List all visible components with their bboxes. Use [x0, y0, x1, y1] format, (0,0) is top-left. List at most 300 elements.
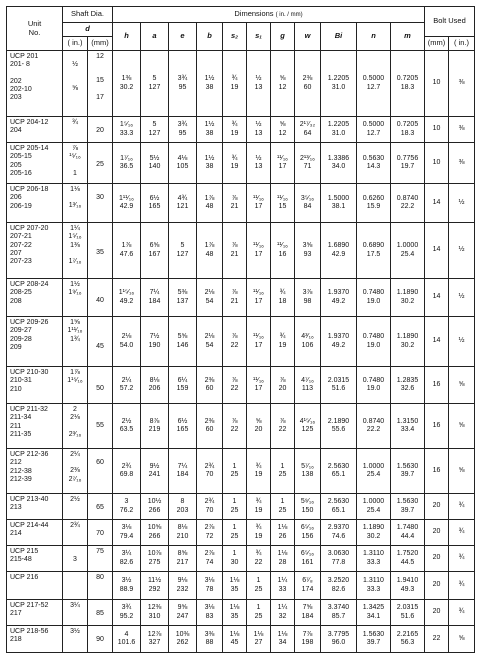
dim-n-cell	[357, 449, 391, 494]
ucp-dimension-table	[6, 6, 475, 653]
table-row	[7, 51, 475, 117]
dim-a-cell	[141, 600, 169, 626]
table-row	[7, 143, 475, 184]
dim-value: 56.3	[400, 639, 415, 646]
dim-a-cell	[141, 117, 169, 143]
no-header: No.	[28, 27, 41, 37]
dim-w-cell	[295, 520, 321, 546]
dim-value: 25	[278, 506, 287, 514]
dim-value: 1⅞	[204, 194, 215, 202]
bolt-mm-cell: 10	[425, 117, 449, 143]
bolt-mm-cell: 20	[425, 494, 449, 520]
dim-value: 1¹⁵⁄₁₆	[118, 289, 135, 297]
dim-value: 10⅜	[175, 630, 190, 638]
dim-value: 1	[232, 498, 237, 506]
dim-value: 17	[278, 163, 287, 170]
dim-value: 1.7520	[396, 550, 419, 558]
dim-value: 266	[148, 532, 161, 540]
dim-value: ⅝	[279, 121, 286, 129]
dim-e-cell	[169, 51, 197, 117]
dim-b-cell	[197, 572, 223, 600]
dim-value: 22.2	[400, 203, 415, 210]
dim-bi-cell	[321, 600, 357, 626]
dim-value: ¹¹⁄₁₆	[276, 194, 289, 202]
dim-value: 1½	[204, 75, 215, 83]
shaft-in-cell-line: 2⁷⁄₁₆	[68, 475, 82, 483]
dim-a-cell	[141, 546, 169, 572]
dim-value: 12	[278, 83, 287, 91]
shaft-in-cell-line: ⅝	[72, 85, 78, 93]
dim-value: 184	[148, 297, 161, 305]
shaft-in-cell-line: 3	[73, 556, 77, 563]
dim-value: ⅞	[231, 289, 238, 297]
shaft-mm-cell-line	[88, 169, 112, 177]
dim-w-cell	[295, 51, 321, 117]
bolt-mm-cell: 16	[425, 404, 449, 449]
dim-value: ¾	[231, 154, 238, 162]
dim-value: 3	[124, 498, 129, 506]
dim-s1-cell	[247, 572, 271, 600]
unit-cell-line: UCP 212-36	[10, 451, 49, 458]
dim-value: 15.9	[366, 203, 381, 210]
dim-value: 33	[278, 585, 287, 593]
dim-bi-cell	[321, 572, 357, 600]
table-row	[7, 367, 475, 404]
shaft-in-cell	[63, 546, 88, 572]
shaft-mm-cell-line	[88, 186, 112, 194]
dim-h-cell	[113, 600, 141, 626]
dim-value: 1⅛	[277, 550, 288, 558]
dim-value: 1½	[204, 121, 215, 129]
dim-value: 138	[301, 471, 314, 478]
unit-cell-line: UCP 217-52	[10, 602, 49, 609]
dim-h-cell	[113, 279, 141, 317]
unit-cell-line: 204	[10, 127, 22, 135]
dim-value: ⅞	[231, 242, 238, 250]
shaft-mm-cell-line	[88, 202, 112, 210]
dim-b-cell	[197, 404, 223, 449]
dim-h-cell	[113, 317, 141, 367]
unit-cell-line: 209-28	[10, 335, 32, 343]
bolt-mm-cell: 10	[425, 143, 449, 184]
dim-n-cell	[357, 546, 391, 572]
dim-value: ½	[255, 154, 262, 162]
dim-s2-cell	[223, 572, 247, 600]
dim-m-cell	[391, 117, 425, 143]
dim-value: 38.1	[331, 203, 346, 210]
dim-value: 95.2	[119, 612, 134, 620]
unit-cell-line: 208-25	[10, 289, 32, 297]
bolt-in-cell: ⅝	[449, 404, 475, 449]
table-row	[7, 572, 475, 600]
dim-value: 1	[232, 524, 237, 532]
shaft-in-cell-line: 2¾	[70, 522, 80, 529]
dim-a-cell	[141, 317, 169, 367]
dim-w-cell	[295, 317, 321, 367]
dim-value: 4⁷⁄₁₆	[301, 376, 314, 384]
dim-g-cell	[271, 600, 295, 626]
shaft-in-cell-line: 1¹⁵⁄₁₆	[67, 377, 83, 385]
dim-value: 12⅜	[147, 604, 162, 612]
dim-n-cell	[357, 626, 391, 653]
dim-m-cell	[391, 626, 425, 653]
dim-value: 95	[178, 129, 187, 137]
dim-h-cell	[113, 626, 141, 653]
shaft-mm-cell	[88, 600, 113, 626]
dim-m-cell	[391, 51, 425, 117]
dim-value: ¾	[255, 550, 262, 558]
dim-a-cell	[141, 494, 169, 520]
shaft-mm-cell	[88, 520, 113, 546]
dim-g-cell	[271, 367, 295, 404]
dim-value: 1.0000	[362, 462, 385, 470]
dim-value: 2¾	[204, 498, 215, 506]
dim-bi-cell	[321, 279, 357, 317]
dim-value: 6⅝	[149, 242, 160, 250]
dim-s1-cell	[247, 184, 271, 223]
dim-e-cell	[169, 279, 197, 317]
bolt-in-cell: ⅜	[449, 51, 475, 117]
dim-value: 2.0315	[396, 604, 419, 612]
bolt-in-cell: ¾	[449, 546, 475, 572]
table-row	[7, 520, 475, 546]
dim-value: 93	[303, 250, 312, 258]
dim-value: 9⅝	[177, 604, 188, 612]
dim-value: 1.5630	[362, 630, 385, 638]
shaft-in-cell-line	[63, 386, 87, 394]
dim-s1-cell	[247, 317, 271, 367]
dim-value: 137	[176, 297, 189, 305]
dim-e-cell	[169, 600, 197, 626]
dim-s2-cell	[223, 626, 247, 653]
dim-value: 64	[303, 129, 312, 137]
shaft-mm-cell-line: 17	[96, 93, 104, 101]
dim-value: 13	[254, 83, 263, 91]
dim-value: ¹¹⁄₁₆	[252, 333, 265, 341]
dim-value: 184	[301, 612, 314, 620]
h-header: h	[113, 23, 141, 51]
table-row	[7, 449, 475, 494]
dim-value: 19.0	[366, 297, 381, 305]
unit-cell-line: 203	[10, 94, 22, 101]
dim-e-cell	[169, 143, 197, 184]
dim-value: 17	[254, 250, 263, 258]
dim-value: 70	[205, 506, 214, 514]
dim-value: ⅞	[231, 194, 238, 202]
dim-value: 19.0	[366, 341, 381, 349]
dim-value: 327	[148, 639, 161, 646]
shaft-mm-header: (mm)	[88, 37, 113, 51]
dim-s2-cell	[223, 449, 247, 494]
dim-a-cell	[141, 520, 169, 546]
dim-value: 25	[278, 471, 287, 478]
unit-cell	[7, 279, 63, 317]
dim-value: 85.7	[331, 612, 346, 620]
dim-value: 6¼	[177, 376, 188, 384]
dim-value: 32	[278, 612, 287, 620]
unit-cell-line: 212-39	[10, 475, 32, 483]
dim-b-cell	[197, 117, 223, 143]
dimensions-label: Dimensions	[234, 8, 274, 18]
dim-value: 36.5	[119, 163, 134, 170]
unit-cell-line: 211-34	[10, 414, 32, 422]
dim-value: 150	[301, 506, 314, 514]
shaft-mm-cell-line	[88, 556, 112, 564]
dim-value: 21	[230, 203, 239, 210]
bolt-in-cell: ⅝	[449, 449, 475, 494]
dim-bi-cell	[321, 449, 357, 494]
unit-cell-line: 218	[10, 636, 22, 644]
shaft-mm-cell-line	[88, 69, 112, 77]
shaft-in-cell-line: 1⁹⁄₁₆	[68, 289, 82, 297]
shaft-in-cell	[63, 449, 88, 494]
dim-n-cell	[357, 184, 391, 223]
dim-value: 60	[303, 83, 312, 91]
dim-value: 156	[301, 532, 314, 540]
dim-value: 30.2	[400, 341, 415, 349]
dim-value: 140	[148, 163, 161, 170]
dim-value: 19.7	[400, 163, 415, 170]
dim-value: 161	[301, 558, 314, 566]
dim-bi-cell	[321, 494, 357, 520]
unit-cell-line: UCP 215	[10, 548, 39, 555]
shaft-in-cell	[63, 279, 88, 317]
dim-value: ¾	[255, 462, 262, 470]
dim-h-cell	[113, 367, 141, 404]
dim-m-cell	[391, 367, 425, 404]
dim-a-cell	[141, 279, 169, 317]
bolt-in-cell: ½	[449, 317, 475, 367]
dim-e-cell	[169, 546, 197, 572]
dim-value: 22	[230, 385, 239, 392]
dim-value: 1.6890	[327, 242, 350, 250]
dim-value: 165	[176, 426, 189, 433]
shaft-in-cell	[63, 626, 88, 653]
dim-s1-cell	[247, 449, 271, 494]
table-row	[7, 184, 475, 223]
shaft-in-cell-line: 2¼	[70, 451, 80, 458]
unit-cell-line: 209-27	[10, 327, 32, 335]
dim-value: 0.7480	[362, 289, 385, 297]
dim-value: 0.7205	[396, 75, 419, 83]
dim-value: 5	[152, 121, 157, 129]
shaft-in-cell-line: 3¼	[70, 602, 80, 609]
dim-value: 76.2	[119, 506, 134, 514]
bolt-in-cell: ½	[449, 184, 475, 223]
dim-b-cell	[197, 223, 223, 279]
dim-value: 30.2	[366, 532, 381, 540]
dim-value: 1.2205	[327, 121, 350, 129]
dim-h-cell	[113, 449, 141, 494]
dim-value: 3¾	[177, 75, 188, 83]
dim-value: 3.7795	[327, 630, 350, 638]
dim-value: 12	[278, 129, 287, 137]
shaft-mm-cell-line	[88, 406, 112, 414]
shaft-mm-cell-line: 90	[96, 636, 104, 643]
dim-value: 1⅜	[121, 75, 132, 83]
dim-value: 1.2835	[396, 376, 419, 384]
shaft-mm-cell-line	[88, 61, 112, 69]
dim-value: 5	[152, 75, 157, 83]
dim-value: 1.3386	[327, 154, 350, 162]
dim-value: 31.0	[331, 129, 346, 137]
unit-cell-line: 205	[10, 161, 22, 169]
dim-value: 84	[303, 203, 312, 210]
shaft-mm-cell	[88, 317, 113, 367]
dim-value: 49.3	[400, 585, 415, 593]
dim-value: 2¹³⁄₁₆	[300, 154, 315, 162]
dim-w-cell	[295, 184, 321, 223]
dim-value: 232	[176, 585, 189, 593]
shaft-mm-cell-line: 15	[96, 77, 104, 85]
dim-value: 219	[148, 426, 161, 433]
dim-s2-cell	[223, 184, 247, 223]
bolt-mm-cell: 22	[425, 626, 449, 653]
bolt-mm-cell: 14	[425, 279, 449, 317]
dim-value: 0.5000	[362, 75, 385, 83]
shaft-mm-cell-line	[88, 602, 112, 610]
dim-m-cell	[391, 404, 425, 449]
unit-cell	[7, 494, 63, 520]
shaft-in-cell-line	[63, 53, 87, 61]
dim-value: 3⅛	[204, 604, 215, 612]
dim-a-cell	[141, 223, 169, 279]
dim-value: 2.9370	[327, 524, 350, 532]
shaft-in-cell-line: 1⅜	[70, 241, 80, 249]
dim-value: ¹¹⁄₁₆	[252, 242, 265, 250]
dim-value: 22	[230, 341, 239, 349]
dim-g-cell	[271, 404, 295, 449]
dim-value: 6½	[149, 194, 160, 202]
unit-cell-line: 215-48	[10, 556, 32, 564]
shaft-in-cell-line: ¹⁵⁄₁₆	[69, 153, 81, 161]
shaft-in-cell-line	[63, 423, 87, 431]
dim-value: 1.5630	[396, 462, 419, 470]
dim-g-cell	[271, 546, 295, 572]
dim-value: 1.3110	[363, 550, 384, 558]
dim-value: 33.3	[366, 585, 381, 593]
dim-value: ½	[255, 121, 262, 129]
dim-value: 95	[178, 83, 187, 91]
dim-value: 54.0	[119, 341, 134, 349]
dim-a-cell	[141, 404, 169, 449]
dim-value: 25	[230, 471, 239, 478]
dim-value: 16	[278, 250, 287, 258]
table-row	[7, 223, 475, 279]
bolt-mm-cell: 16	[425, 367, 449, 404]
dim-value: 1.0000	[362, 498, 385, 506]
dim-value: 48	[205, 250, 214, 258]
dim-b-cell	[197, 520, 223, 546]
dim-value: ¹¹⁄₁₆	[276, 154, 289, 162]
shaft-mm-cell	[88, 143, 113, 184]
dim-value: 1⅞	[121, 242, 132, 250]
shaft-in-cell-line	[63, 194, 87, 202]
dim-value: 206	[148, 385, 161, 392]
bolt-in-cell: ¾	[449, 520, 475, 546]
unit-cell	[7, 626, 63, 653]
dim-value: ¾	[279, 333, 286, 341]
dim-value: 5½	[149, 154, 160, 162]
dim-w-cell	[295, 117, 321, 143]
shaft-mm-cell-line	[88, 430, 112, 438]
bolt-in-cell: ¾	[449, 600, 475, 626]
unit-cell	[7, 600, 63, 626]
dim-b-cell	[197, 600, 223, 626]
bolt-mm-cell: 14	[425, 184, 449, 223]
dim-g-cell	[271, 184, 295, 223]
dim-value: 17	[254, 297, 263, 305]
dim-value: 18.3	[400, 129, 415, 137]
dim-value: 21	[230, 297, 239, 305]
dim-m-cell	[391, 572, 425, 600]
dim-s2-cell	[223, 51, 247, 117]
dim-value: 1⅛	[277, 524, 288, 532]
shaft-in-cell	[63, 520, 88, 546]
dim-value: 0.6260	[362, 194, 385, 202]
dim-n-cell	[357, 279, 391, 317]
dim-b-cell	[197, 367, 223, 404]
dim-value: 63.5	[119, 426, 134, 433]
dim-value: 174	[301, 585, 314, 593]
shaft-mm-cell-line: 12	[96, 53, 104, 60]
dim-b-cell	[197, 449, 223, 494]
dim-s2-cell	[223, 143, 247, 184]
dim-value: 2.5630	[327, 462, 350, 470]
dim-s1-cell	[247, 367, 271, 404]
dim-value: 4⅛	[177, 154, 188, 162]
bolt-mm-cell: 16	[425, 449, 449, 494]
dim-value: 51.6	[331, 385, 346, 392]
unit-cell-line: 207-21	[10, 233, 32, 241]
dim-value: ¹¹⁄₁₆	[252, 194, 265, 202]
dim-value: 165	[148, 203, 161, 210]
dim-value: 5	[180, 242, 185, 250]
dim-value: 5⅜	[177, 289, 188, 297]
dim-value: 1⁷⁄₁₆	[120, 154, 133, 162]
dim-value: 3½	[121, 577, 132, 585]
unit-cell-line: 208	[10, 297, 22, 305]
dim-value: 1.2205	[327, 75, 350, 83]
dim-value: 30.2	[119, 83, 134, 91]
shaft-mm-cell-line: 60	[96, 459, 104, 466]
shaft-mm-cell-line: 75	[96, 548, 104, 555]
dim-value: 2⅜	[302, 75, 313, 83]
unit-cell-line: UCP 204-12	[10, 119, 49, 126]
dim-value: 1¼	[277, 577, 288, 585]
shaft-mm-cell-line	[88, 467, 112, 475]
dim-value: 5⁷⁄₁₆	[301, 462, 314, 470]
unit-cell-line: 205-15	[10, 153, 32, 161]
dim-h-cell	[113, 117, 141, 143]
dim-value: 1.5000	[327, 194, 350, 202]
dim-value: 60	[205, 426, 214, 433]
dim-value: 1.9370	[327, 289, 350, 297]
shaft-mm-cell-line: 40	[96, 297, 104, 304]
dim-value: 1.1890	[396, 289, 419, 297]
table-row	[7, 279, 475, 317]
dim-value: 184	[176, 471, 189, 478]
dim-m-cell	[391, 449, 425, 494]
dim-value: 127	[176, 250, 189, 258]
unit-cell-line: 207-22	[10, 241, 32, 249]
dim-value: 57.2	[119, 385, 134, 392]
unit-cell-line	[10, 70, 62, 78]
dim-h-cell	[113, 520, 141, 546]
dim-value: 203	[176, 506, 189, 514]
unit-cell-line: 211-35	[10, 430, 32, 438]
dim-h-cell	[113, 494, 141, 520]
